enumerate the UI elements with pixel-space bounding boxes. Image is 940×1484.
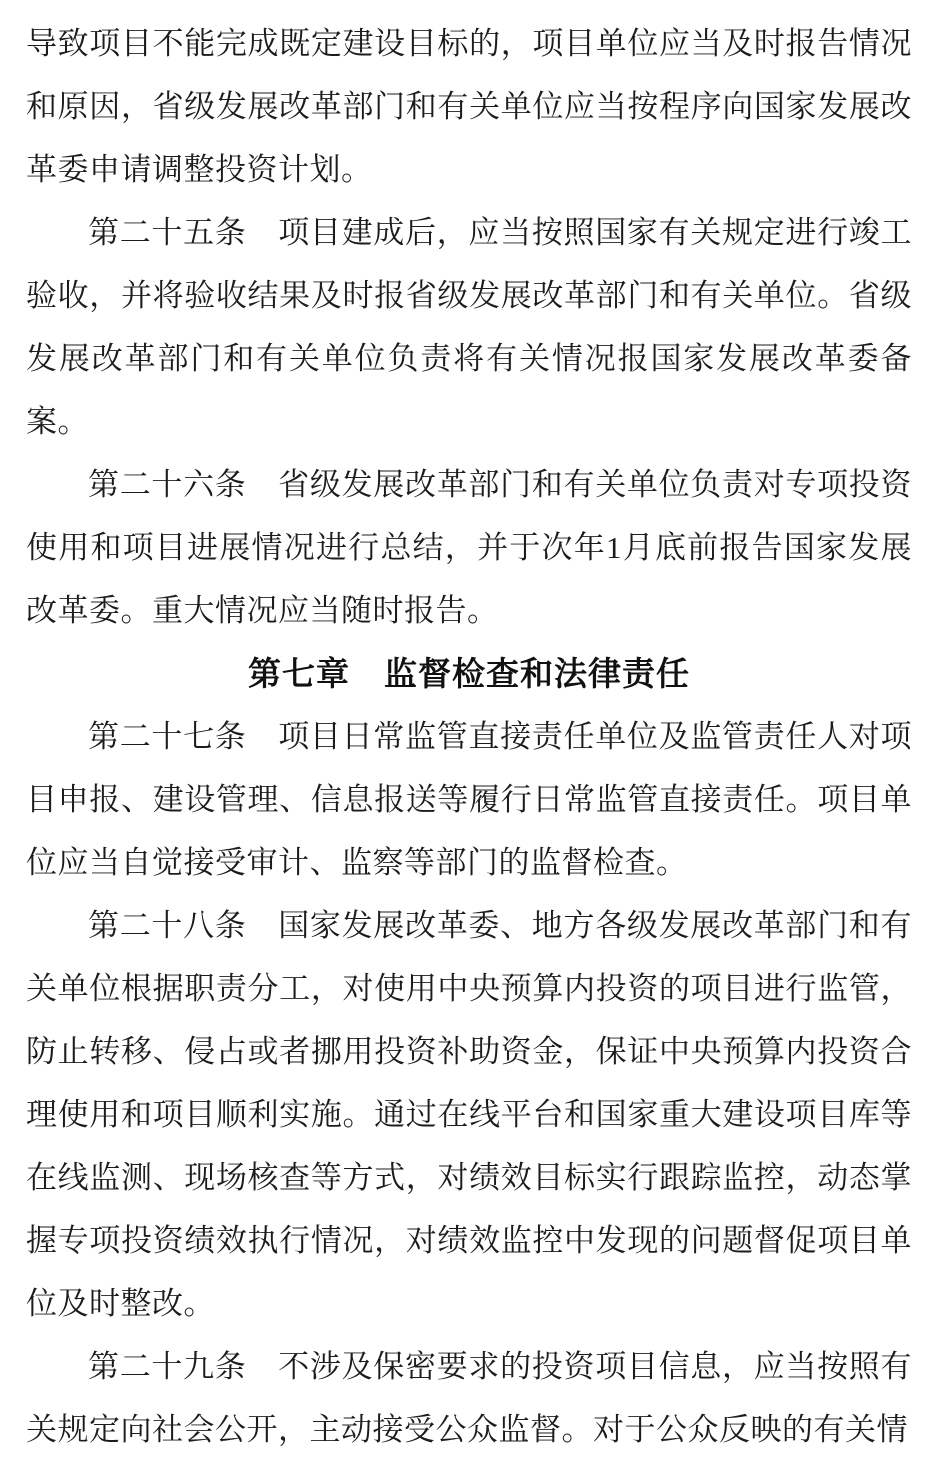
article-27-paragraph: 第二十七条 项目日常监管直接责任单位及监管责任人对项目申报、建设管理、信息报送等履行日常监管直接责任。项目单位应当自觉接受审计、监察等部门的监督检查。 [26, 719, 912, 880]
article-26-paragraph: 第二十六条 省级发展改革部门和有关单位负责对专项投资使用和项目进展情况进行总结，并于次年1月底前报告国家发展改革委。重大情况应当随时报告。 [26, 467, 912, 628]
article-28-paragraph: 第二十八条 国家发展改革委、地方各级发展改革部门和有关单位根据职责分工，对使用中央预算内投资的项目进行监管，防止转移、侵占或者挪用投资补助资金，保证中央预算内投资合理使用和项目顺利实施。通过在线平台和国家重大建设项目库等在线监测、现场核查等方式，对绩效目标实行跟踪监控，动态掌握专项投资绩效执行情况，对绩效监控中发现的问题督促项目单位及时整改。 [26, 908, 912, 1321]
article-29-paragraph: 第二十九条 不涉及保密要求的投资项目信息，应当按照有关规定向社会公开，主动接受公众监督。对于公众反映的有关情 [26, 1349, 912, 1447]
paragraph-continuation: 导致项目不能完成既定建设目标的，项目单位应当及时报告情况和原因，省级发展改革部门和有关单位应当按程序向国家发展改革委申请调整投资计划。 [26, 26, 912, 187]
article-25-paragraph: 第二十五条 项目建成后，应当按照国家有关规定进行竣工验收，并将验收结果及时报省级发展改革部门和有关单位。省级发展改革部门和有关单位负责将有关情况报国家发展改革委备案。 [26, 215, 912, 439]
chapter-7-heading: 第七章 监督检查和法律责任 [248, 654, 690, 693]
document-body [26, 12, 912, 1461]
